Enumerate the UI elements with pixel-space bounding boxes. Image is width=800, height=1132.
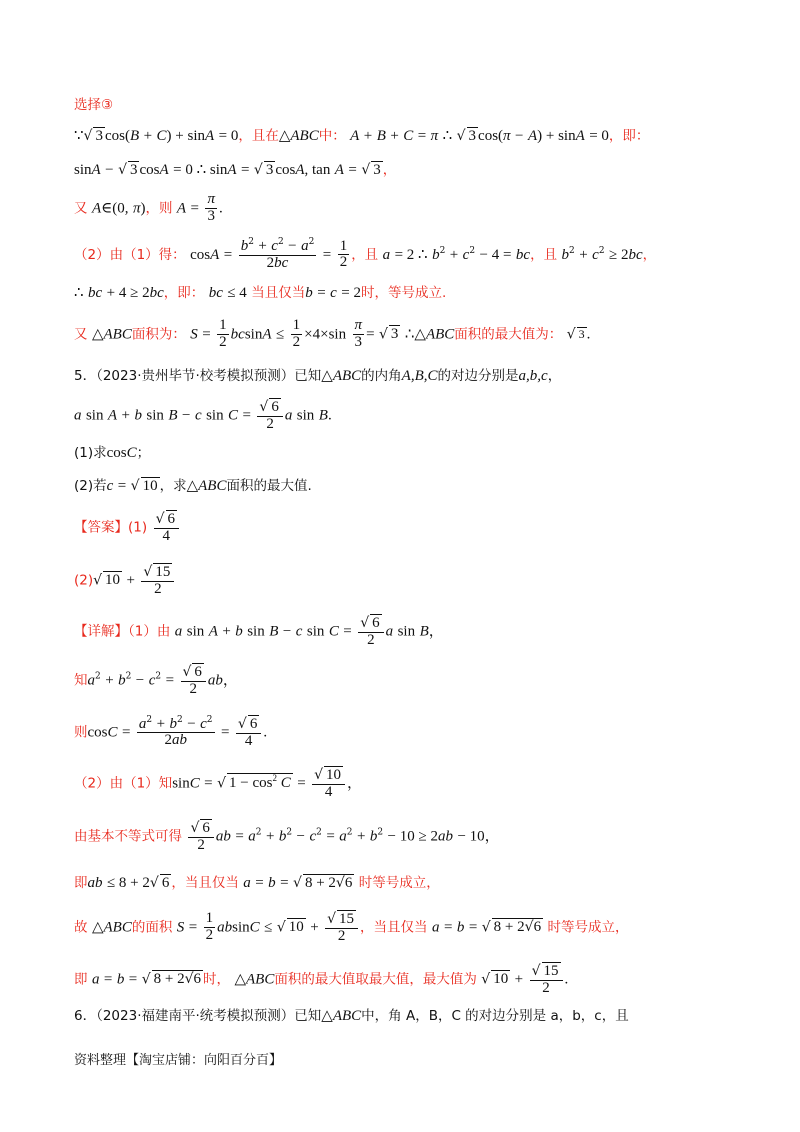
solution-line-2: ∵√ 3 cos(B + C) + sinA = 0，且在△ABC中： A + B + C = π ∴ √ 3 cos(π − A) + sinA = 0，即： xyxy=(74,128,650,144)
detail-line-6: 即ab ≤ 8 + 2√ 6 ，当且仅当 a = b = √ 8 + 2√6 时等号成立， xyxy=(74,875,440,891)
question-6: 6．（2023·福建南平·统考模拟预测）已知△ABC中，角 A，B，C 的对边分别是 a，b，c，且 xyxy=(74,1008,629,1024)
footer-source: 资料整理【淘宝店铺：向阳百分百】 xyxy=(74,1053,283,1068)
solution-line-7: 又 △ABC面积为： S = $\frac{1}{2}$ bcsinA ≤ $\frac{1}{2}$ ×4×sin $\frac{\pi}{3}$ = √ 3 ∴△ABC面积的最大值为： √ 3 . xyxy=(74,317,591,350)
answer-line-2: (2)√ 10 + $\frac{√ 15}{2}$ xyxy=(74,563,176,598)
detail-line-4: （2）由（1）知sinC = √ $1 - \cos^2 C$ = $\frac{√ 10}{4}$ ， xyxy=(74,767,363,800)
solution-line-5: （2）由（1）得： cosA = $\frac{b^2 + c^2 - a^2}{2bc}$ = $\frac{1}{2}$ ，且 a = 2 ∴ $b^2 + c^2 - 4$ = bc，且 $b^2 + c^2 \ge 2bc$， xyxy=(74,237,657,271)
formula-eq: ∵√ 3 cos(B + C) + sinA = 0 xyxy=(74,128,239,144)
detail-line-2: 知$a^2 + b^2 - c^2$ = $\frac{√ 6}{2}$ ab， xyxy=(74,664,238,697)
detail-line-8: 即 a = b = √ 8 + 2√6 时， △ABC面积的最大值取最大值，最大值为 √ 10 + $\frac{√ 15}{2}$ . xyxy=(74,963,569,996)
formula-sum: A + B + C = π ∴ √ 3 cos(π − A) + sinA = 0 xyxy=(350,128,609,144)
question-5-part-2: (2)若c = √ 10 ，求△ABC面积的最大值. xyxy=(74,478,312,494)
solution-line-3: sinA − √ 3 cosA = 0 ∴ sinA = √ 3 cosA, tan A = √ 3 ， xyxy=(74,162,397,178)
solution-line-6: ∴ bc + 4 ≥ 2bc，即： bc ≤ 4 当且仅当b = c = 2时，等号成立. xyxy=(74,285,447,301)
choose-heading: 选择③ xyxy=(74,97,114,113)
question-5-equation: a sin A + b sin B − c sin C = $\frac{√ 6}{2}$ a sin B. xyxy=(74,399,332,432)
detail-line-1: 【详解】（1）由 a sin A + b sin B − c sin C = $\frac{√ 6}{2}$ a sin B， xyxy=(74,615,444,648)
solution-line-4: 又 A∈(0, π)，则 A = $\frac{\pi}{3}$ . xyxy=(74,191,223,224)
detail-line-7: 故 △ABC的面积 S = $\frac{1}{2}$ absinC ≤ √ 10 + $\frac{√ 15}{2}$ ，当且仅当 a = b = √ 8 + 2√6 时等号成立， xyxy=(74,910,629,944)
detail-line-5: 由基本不等式可得 $\frac{√ 6}{2}$ ab = $a^2 + b^2 - c^2 = a^2 + b^2 - 10 \ge 2ab - 10$， xyxy=(74,820,500,853)
detail-line-3: 则cosC = $\frac{a^2 + b^2 - c^2}{2ab}$ = $\frac{√ 6}{4}$ . xyxy=(74,714,268,749)
question-5: 5．（2023·贵州毕节·校考模拟预测）已知△ABC的内角A,B,C的对边分别是a,b,c， xyxy=(74,368,562,384)
answer-line-1: 【答案】(1) $\frac{√ 6}{4}$ xyxy=(74,510,181,545)
question-5-part-1: (1)求cosC； xyxy=(74,445,151,461)
